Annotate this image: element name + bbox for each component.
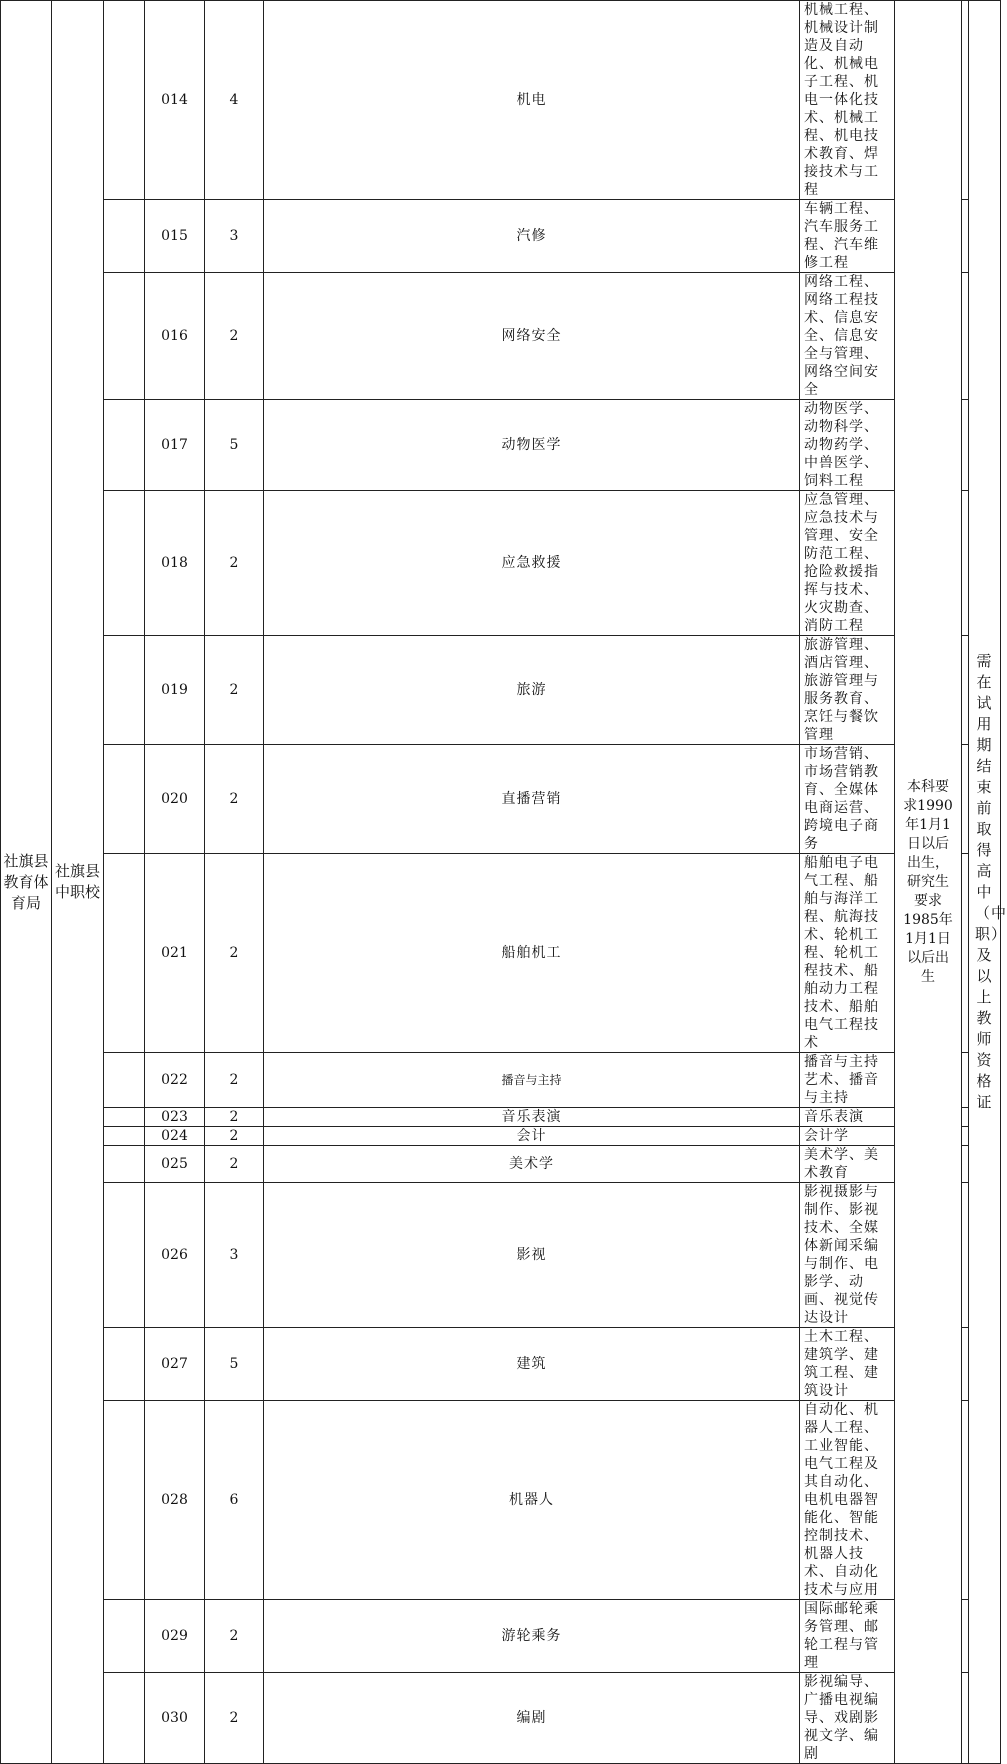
blank-cell [962,1401,969,1600]
blank-cell [104,200,145,273]
blank-cell [104,1328,145,1401]
subject-cell: 船舶机工 [264,854,800,1053]
blank-cell [104,1,145,200]
headcount-cell: 5 [205,1328,264,1401]
headcount-cell: 2 [205,273,264,400]
table-row [1,273,1001,400]
blank-cell [962,1127,969,1146]
school-text: 社旗县中职校 [54,862,100,901]
position-code-cell: 014 [145,1,205,200]
position-code-cell: 020 [145,745,205,854]
blank-cell [104,1673,145,1764]
blank-cell [962,1,969,200]
position-code-cell: 015 [145,200,205,273]
subject-cell: 音乐表演 [264,1108,800,1127]
blank-cell [104,1053,145,1108]
subject-cell: 美术学 [264,1146,800,1183]
blank-cell [104,854,145,1053]
subject-cell: 会计 [264,1127,800,1146]
majors-cell: 影视编导、广播电视编导、戏剧影视文学、编剧 [800,1673,895,1764]
headcount-cell: 2 [205,491,264,636]
blank-cell [104,1600,145,1673]
blank-cell [104,636,145,745]
headcount-cell: 2 [205,636,264,745]
blank-cell [962,636,969,745]
blank-cell [104,745,145,854]
subject-cell: 网络安全 [264,273,800,400]
subject-cell: 机电 [264,1,800,200]
position-code-cell: 016 [145,273,205,400]
blank-cell [104,1183,145,1328]
subject-cell: 应急救援 [264,491,800,636]
blank-cell [104,1146,145,1183]
position-code-cell: 017 [145,400,205,491]
school-cell [52,1,104,1764]
table-row [1,1328,1001,1401]
table-row [1,1183,1001,1328]
majors-cell: 会计学 [800,1127,895,1146]
blank-cell [104,1401,145,1600]
majors-cell: 国际邮轮乘务管理、邮轮工程与管理 [800,1600,895,1673]
majors-cell: 动物医学、动物科学、动物药学、中兽医学、饲料工程 [800,400,895,491]
headcount-cell: 4 [205,1,264,200]
table-row [1,1,1001,200]
blank-cell [962,854,969,1053]
table-row [1,200,1001,273]
headcount-cell: 2 [205,1053,264,1108]
majors-cell: 旅游管理、酒店管理、旅游管理与服务教育、烹饪与餐饮管理 [800,636,895,745]
headcount-cell: 2 [205,1108,264,1127]
blank-cell [962,1053,969,1108]
table-row [1,1127,1001,1146]
table-row [1,854,1001,1053]
headcount-cell: 2 [205,1127,264,1146]
majors-cell: 自动化、机器人工程、工业智能、电气工程及其自动化、电机电器智能化、智能控制技术、机器人技术、自动化技术与应用 [800,1401,895,1600]
majors-cell: 应急管理、应急技术与管理、安全防范工程、抢险救援指挥与技术、火灾勘查、消防工程 [800,491,895,636]
blank-cell [962,400,969,491]
position-code-cell: 029 [145,1600,205,1673]
blank-cell [962,491,969,636]
blank-cell [962,1183,969,1328]
position-code-cell: 028 [145,1401,205,1600]
majors-cell: 音乐表演 [800,1108,895,1127]
position-code-cell: 022 [145,1053,205,1108]
table-row [1,1600,1001,1673]
table-row [1,636,1001,745]
table-row [1,1673,1001,1764]
majors-cell: 网络工程、网络工程技术、信息安全、信息安全与管理、网络空间安全 [800,273,895,400]
headcount-cell: 2 [205,1600,264,1673]
subject-cell: 编剧 [264,1673,800,1764]
subject-cell: 旅游 [264,636,800,745]
blank-cell [104,1108,145,1127]
blank-cell [104,491,145,636]
blank-cell [104,1127,145,1146]
table-row [1,400,1001,491]
headcount-cell: 2 [205,1146,264,1183]
blank-cell [962,1673,969,1764]
table-row [1,1108,1001,1127]
headcount-cell: 2 [205,854,264,1053]
majors-cell: 机械工程、机械设计制造及自动化、机械电子工程、机电一体化技术、机械工程、机电技术教育、焊接技术与工程 [800,1,895,200]
subject-cell: 直播营销 [264,745,800,854]
majors-cell: 船舶电子电气工程、船舶与海洋工程、航海技术、轮机工程、轮机工程技术、船舶动力工程技术、船舶电气工程技术 [800,854,895,1053]
table-row [1,745,1001,854]
blank-cell [962,273,969,400]
table-row [1,1146,1001,1183]
table-row [1,491,1001,636]
position-code-cell: 021 [145,854,205,1053]
majors-cell: 播音与主持艺术、播音与主持 [800,1053,895,1108]
blank-cell [104,400,145,491]
table-row [1,1053,1001,1108]
position-code-cell: 018 [145,491,205,636]
department-text: 社旗县教育体育局 [3,851,49,912]
blank-cell [962,1146,969,1183]
blank-cell [962,200,969,273]
majors-cell: 车辆工程、汽车服务工程、汽车维修工程 [800,200,895,273]
qualification-cell: 需在试用期结束前取得高中（中职）及以上教师资格证 [969,1,1001,1764]
majors-cell: 美术学、美术教育 [800,1146,895,1183]
position-code-cell: 023 [145,1108,205,1127]
subject-cell: 建筑 [264,1328,800,1401]
headcount-cell: 2 [205,745,264,854]
blank-cell [962,1600,969,1673]
subject-cell: 游轮乘务 [264,1600,800,1673]
headcount-cell: 3 [205,200,264,273]
position-code-cell: 024 [145,1127,205,1146]
blank-cell [104,273,145,400]
position-code-cell: 030 [145,1673,205,1764]
position-code-cell: 019 [145,636,205,745]
headcount-cell: 3 [205,1183,264,1328]
majors-cell: 影视摄影与制作、影视技术、全媒体新闻采编与制作、电影学、动画、视觉传达设计 [800,1183,895,1328]
subject-cell: 机器人 [264,1401,800,1600]
subject-cell: 汽修 [264,200,800,273]
majors-cell: 土木工程、建筑学、建筑工程、建筑设计 [800,1328,895,1401]
blank-cell [962,745,969,854]
table-row [1,1401,1001,1600]
position-code-cell: 025 [145,1146,205,1183]
headcount-cell: 2 [205,1673,264,1764]
table-body [1,1,1007,1764]
age-requirement-cell: 本科要求1990年1月1日以后出生，研究生要求1985年1月1日以后出生 [895,1,962,1764]
subject-cell: 动物医学 [264,400,800,491]
headcount-cell: 6 [205,1401,264,1600]
headcount-cell: 5 [205,400,264,491]
subject-cell: 影视 [264,1183,800,1328]
blank-cell [962,1328,969,1401]
subject-cell: 播音与主持 [264,1053,800,1108]
department-cell [1,1,52,1764]
blank-cell [962,1108,969,1127]
majors-cell: 市场营销、市场营销教育、全媒体电商运营、跨境电子商务 [800,745,895,854]
position-code-cell: 027 [145,1328,205,1401]
position-code-cell: 026 [145,1183,205,1328]
